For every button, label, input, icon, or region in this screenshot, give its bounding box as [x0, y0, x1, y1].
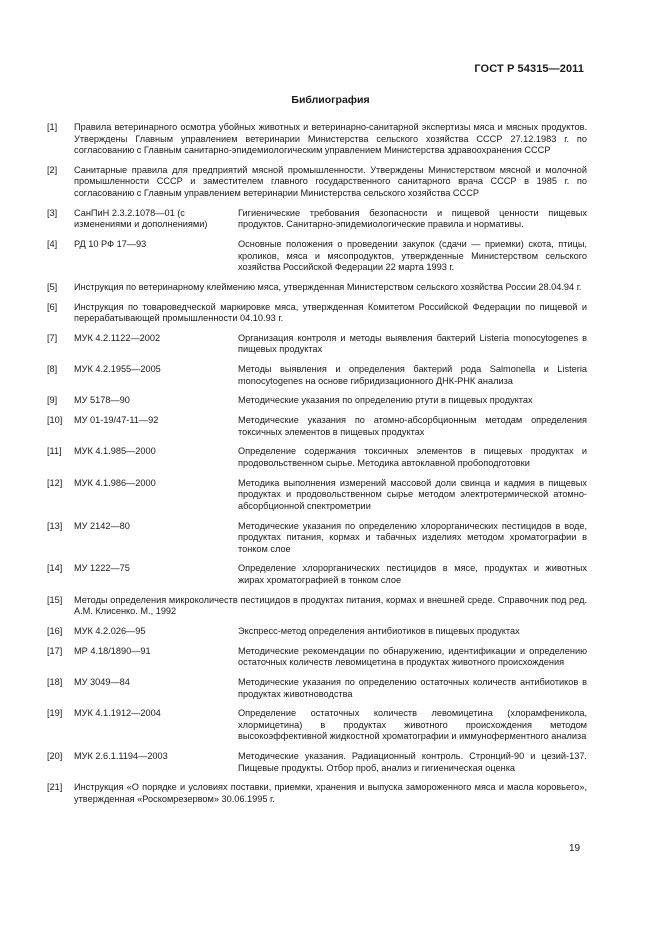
reference-code: МУК 4.1.986—2000 — [74, 477, 156, 488]
reference-number: [7] — [47, 332, 58, 343]
reference-text: Методика выполнения измерений массовой доли свинца и кадмия в пищевых продуктах и продовольственном сырье методом электротермической атомно-абсорбционной спектрометрии — [238, 477, 587, 511]
reference-code: МУ 5178—90 — [74, 395, 130, 406]
reference-number: [6] — [47, 301, 58, 312]
page-number: 19 — [569, 843, 581, 854]
reference-code: МУ 3049—84 — [74, 676, 130, 687]
bibliography-item — [47, 208, 587, 231]
reference-text: Определение хлорорганических пестицидов в мясе, продуктах и животных жирах хроматографией в тонком слое — [238, 563, 587, 586]
reference-number: [12] — [47, 477, 63, 488]
bibliography-list — [47, 122, 587, 814]
reference-text: Основные положения о проведении закупок (сдачи — приемки) скота, птицы, кроликов, мяса и мясопродуктов, утвержденные Министерством сельского хозяйства Российской Федерации 22 марта 1993 г. — [238, 239, 587, 273]
bibliography-item — [47, 282, 587, 294]
reference-number: [16] — [47, 626, 63, 636]
reference-number: [17] — [47, 645, 63, 656]
reference-number: [19] — [47, 708, 63, 719]
reference-text: Инструкция по товароведческой маркировке мяса, утвержденная Комитетом Российской Федерации по пищевой и перерабатывающей промышленности 04.10.93 г. — [74, 301, 587, 324]
reference-text: Инструкция «О порядке и условиях поставки, приемки, хранения и выпуска замороженного мяса и масла коровьего», утвержденная «Роскомрезервом» 30.06.1995 г. — [74, 782, 587, 804]
bibliography-item — [47, 478, 587, 513]
reference-number: [13] — [47, 520, 63, 531]
reference-number: [4] — [47, 239, 58, 250]
reference-code: МУК 2.6.1.1194—2003 — [74, 751, 168, 762]
reference-code: СанПиН 2.3.2.1078—01 (с изменениями и дополнениями) — [74, 207, 208, 230]
bibliography-item — [47, 333, 587, 356]
reference-text: Методические указания. Радиационный контроль. Стронций-90 и цезий-137. Пищевые продукты. Отбор проб, анализ и гигиеническая оценка — [238, 751, 587, 773]
reference-number: [9] — [47, 395, 58, 406]
bibliography-item — [47, 446, 587, 469]
reference-code: МУК 4.1.985—2000 — [74, 446, 156, 457]
bibliography-item — [47, 751, 587, 774]
reference-number: [15] — [47, 594, 63, 605]
bibliography-item — [47, 595, 587, 618]
reference-text: Гигиенические требования безопасности и пищевой ценности пищевых продуктов. Санитарно-эпидемиологические правила и нормативы. — [238, 207, 587, 230]
reference-code: РД 10 РФ 17—93 — [74, 239, 147, 250]
reference-text: Методические рекомендации по обнаружению, идентификации и определению остаточных количеств левомицетина в продуктах животного происхождения — [238, 645, 587, 668]
reference-code: МУК 4.2.026—95 — [74, 626, 146, 636]
reference-text: Методические указания по определению остаточных количеств антибиотиков в продуктах животноводства — [238, 676, 587, 699]
reference-text: Методические указания по атомно-абсорбционным методам определения токсичных элементов в пищевых продуктах — [238, 415, 587, 437]
reference-text: Определение остаточных количеств левомицетина (хлорамфеникола, хлормицетина) в продуктах животного происхождения методом высокоэффективной жидкостной хроматографии и иммуноферментного анализа — [238, 708, 587, 742]
bibliography-item — [47, 165, 587, 200]
reference-text: Методические указания по определению ртути в пищевых продуктах — [238, 395, 533, 406]
reference-text: Методы определения микроколичеств пестицидов в продуктах питания, кормах и внешней среде. Справочник под ред. А.М. Клисенко. М., 1992 — [74, 594, 587, 617]
document-code: ГОСТ Р 54315—2011 — [474, 63, 584, 75]
bibliography-item — [47, 677, 587, 700]
bibliography-item — [47, 646, 587, 669]
reference-number: [5] — [47, 281, 58, 292]
bibliography-item — [47, 563, 587, 586]
reference-text: Методы выявления и определения бактерий рода Salmonella и Listeria monocytogenes на основе гибридизационного ДНК-РНК анализа — [238, 364, 587, 386]
reference-text: Инструкция по ветеринарному клеймению мяса, утвержденная Министерством сельского хозяйства России 28.04.94 г. — [74, 281, 582, 292]
reference-number: [1] — [47, 122, 58, 132]
reference-number: [10] — [47, 415, 63, 426]
bibliography-item — [47, 626, 587, 638]
reference-code: МУ 01-19/47-11—92 — [74, 415, 159, 426]
reference-code: МУ 2142—80 — [74, 520, 130, 531]
reference-number: [2] — [47, 164, 58, 175]
bibliography-item — [47, 415, 587, 438]
reference-number: [18] — [47, 676, 63, 687]
page-title: Библиография — [291, 94, 370, 106]
reference-number: [14] — [47, 563, 63, 574]
reference-text: Экспресс-метод определения антибиотиков в пищевых продуктах — [238, 626, 520, 636]
reference-number: [3] — [47, 207, 58, 218]
reference-number: [21] — [47, 782, 63, 793]
reference-number: [8] — [47, 364, 58, 375]
bibliography-item — [47, 122, 587, 157]
bibliography-item — [47, 239, 587, 274]
bibliography-item — [47, 302, 587, 325]
reference-code: МУК 4.2.1122—2002 — [74, 332, 161, 343]
bibliography-item — [47, 364, 587, 387]
reference-code: МУК 4.1.1912—2004 — [74, 708, 161, 719]
reference-number: [20] — [47, 751, 63, 762]
reference-text: Организация контроля и методы выявления бактерий Listeria monocytogenes в пищевых продуктах — [238, 332, 587, 355]
reference-code: МУК 4.2.1955—2005 — [74, 364, 161, 375]
reference-text: Определение содержания токсичных элементов в пищевых продуктах и продовольственном сырье. Методика автоклавной пробоподготовки — [238, 446, 587, 468]
bibliography-item — [47, 521, 587, 556]
bibliography-item — [47, 782, 587, 805]
reference-number: [11] — [47, 446, 62, 457]
reference-text: Санитарные правила для предприятий мясной промышленности. Утверждены Министерством мясной и молочной промышленности СССР и заместителем главного государственного санитарного врача СССР в 1985 г. по согласованию с Главным управлением ветеринарии Министерства сельского хозяйства СССР — [74, 164, 587, 199]
bibliography-item — [47, 395, 587, 407]
reference-code: МУ 1222—75 — [74, 563, 130, 574]
reference-text: Методические указания по определению хлорорганических пестицидов в воде, продуктах питания, кормах и табачных изделиях методом хроматографии в тонком слое — [238, 520, 587, 554]
reference-text: Правила ветеринарного осмотра убойных животных и ветеринарно-санитарной экспертизы мяса и мясных продуктов. Утверждены Главным управлением ветеринарии Министерства сельского хозяйства СССР 27.12.1983 г. по согласованию с Главным санитарно-эпидемиологическим управлением Министерства здравоохранения СССР — [74, 122, 587, 156]
reference-code: МР 4.18/1890—91 — [74, 645, 151, 656]
bibliography-item — [47, 708, 587, 743]
